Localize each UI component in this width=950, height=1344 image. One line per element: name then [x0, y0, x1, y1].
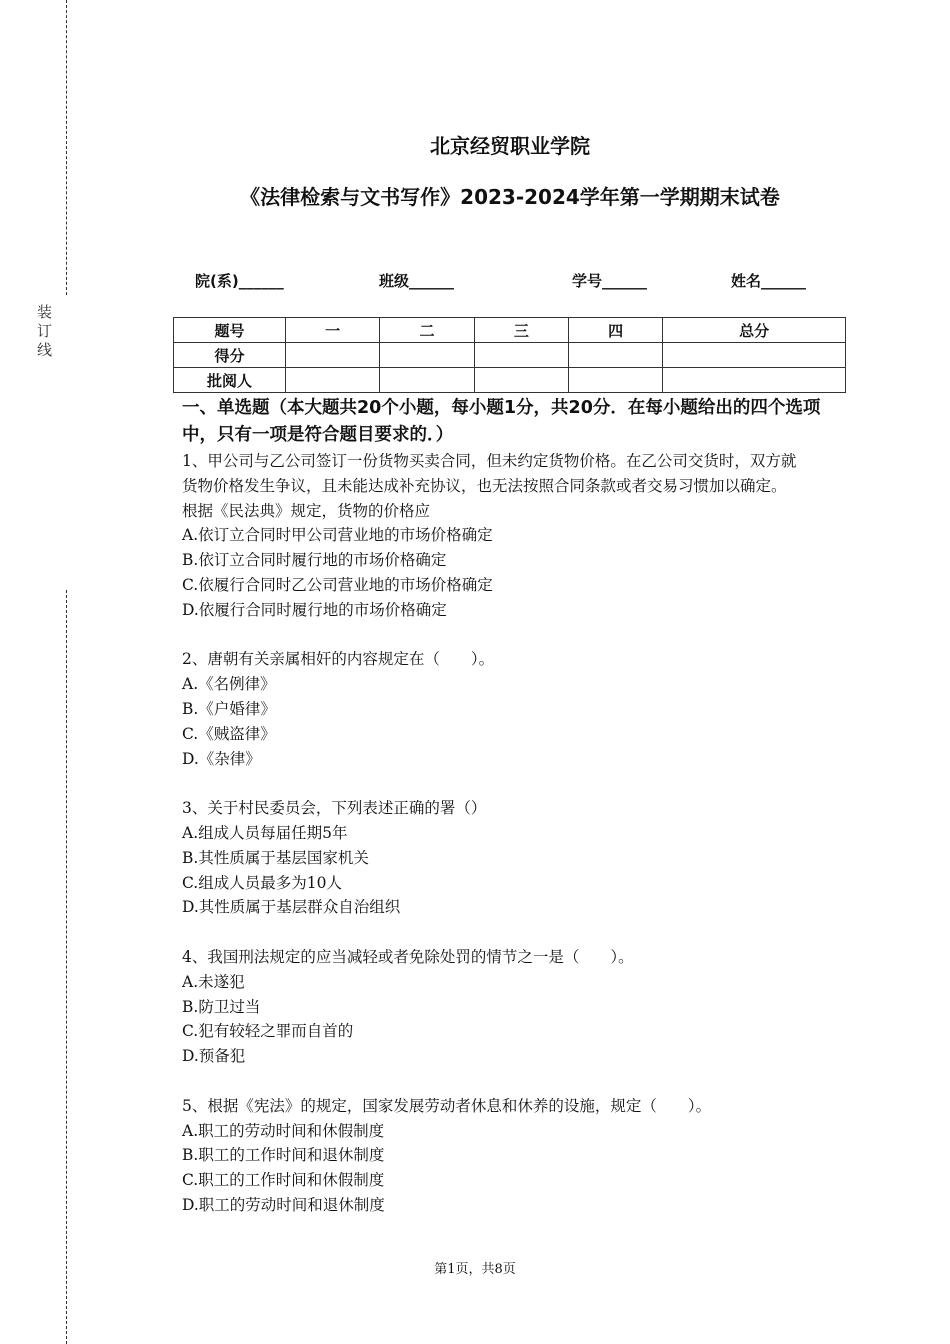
question [182, 449, 842, 623]
question-option: B.《户婚律》 [182, 699, 276, 718]
score-table-cell: 一 [286, 318, 380, 343]
score-table-cell [286, 368, 380, 393]
page-footer: 第1页，共8页 [434, 1262, 516, 1277]
score-table-cell [380, 343, 474, 368]
question-option: D.依履行合同时履行地的市场价格确定 [182, 600, 447, 619]
question-stem: 3、关于村民委员会，下列表述正确的署（） [182, 799, 487, 818]
score-table-cell: 三 [474, 318, 568, 343]
question-option: C.职工的工作时间和休假制度 [182, 1171, 385, 1190]
field-department: 院(系)______ [195, 272, 284, 290]
question [182, 1094, 842, 1218]
score-table-cell [474, 368, 568, 393]
question-stem: 货物价格发生争议，且未能达成补充协议，也无法按照合同条款或者交易习惯加以确定。 [182, 476, 787, 495]
question-option: C.《贼盗律》 [182, 724, 276, 743]
question-option: C.组成人员最多为10人 [182, 873, 342, 892]
score-table-cell: 得分 [174, 343, 286, 368]
question-option: A.职工的劳动时间和休假制度 [182, 1121, 385, 1140]
binding-line-top [66, 0, 67, 295]
score-table-cell: 题号 [174, 318, 286, 343]
section-heading: 一、单选题（本大题共20个小题，每小题1分，共20分．在每小题给出的四个选项中，只有一项是符合题目要求的．） [182, 398, 821, 445]
score-table-cell: 二 [380, 318, 474, 343]
question-option: B.依订立合同时履行地的市场价格确定 [182, 551, 447, 570]
question-option: C.依履行合同时乙公司营业地的市场价格确定 [182, 575, 493, 594]
binding-label: 装订线 [37, 303, 53, 359]
question [182, 647, 842, 771]
question-option: D.职工的劳动时间和退休制度 [182, 1195, 385, 1214]
question-stem: 4、我国刑法规定的应当减轻或者免除处罚的情节之一是（ ）。 [182, 947, 634, 966]
score-table-cell [568, 343, 662, 368]
score-table-cell [568, 368, 662, 393]
score-table-cell: 批阅人 [174, 368, 286, 393]
binding-line-bottom [66, 590, 67, 1344]
score-table-cell [380, 368, 474, 393]
question [182, 945, 842, 1069]
question [182, 796, 842, 920]
field-student-id: 学号______ [572, 272, 648, 290]
question-stem: 5、根据《宪法》的规定，国家发展劳动者休息和休养的设施，规定（ ）。 [182, 1096, 712, 1115]
score-table-cell: 四 [568, 318, 662, 343]
question-option: A.组成人员每届任期5年 [182, 823, 348, 842]
question-option: B.职工的工作时间和退休制度 [182, 1146, 385, 1165]
question-option: D.《杂律》 [182, 749, 261, 768]
score-table-row [174, 318, 846, 343]
question-stem: 2、唐朝有关亲属相奸的内容规定在（ ）。 [182, 650, 495, 669]
score-table-row [174, 343, 846, 368]
question-option: D.预备犯 [182, 1047, 246, 1066]
exam-content [182, 395, 842, 1243]
score-table [173, 317, 846, 393]
question-option: A.依订立合同时甲公司营业地的市场价格确定 [182, 526, 493, 545]
question-stem: 根据《民法典》规定，货物的价格应 [182, 501, 431, 520]
score-table-row [174, 368, 846, 393]
exam-title: 《法律检索与文书写作》2023-2024学年第一学期期末试卷 [240, 185, 780, 209]
question-option: A.《名例律》 [182, 675, 276, 694]
score-table-cell: 总分 [663, 318, 846, 343]
question-option: C.犯有较轻之罪而自首的 [182, 1022, 354, 1041]
field-name: 姓名______ [731, 272, 807, 290]
question-option: D.其性质属于基层群众自治组织 [182, 898, 401, 917]
score-table-cell [663, 343, 846, 368]
question-stem: 1、甲公司与乙公司签订一份货物买卖合同，但未约定货物价格。在乙公司交货时，双方就 [182, 452, 797, 470]
field-class: 班级______ [379, 272, 455, 290]
question-option: B.防卫过当 [182, 997, 261, 1016]
question-option: B.其性质属于基层国家机关 [182, 848, 369, 867]
school-title: 北京经贸职业学院 [430, 134, 590, 158]
question-option: A.未遂犯 [182, 972, 245, 991]
score-table-cell [663, 368, 846, 393]
score-table-cell [474, 343, 568, 368]
score-table-cell [286, 343, 380, 368]
